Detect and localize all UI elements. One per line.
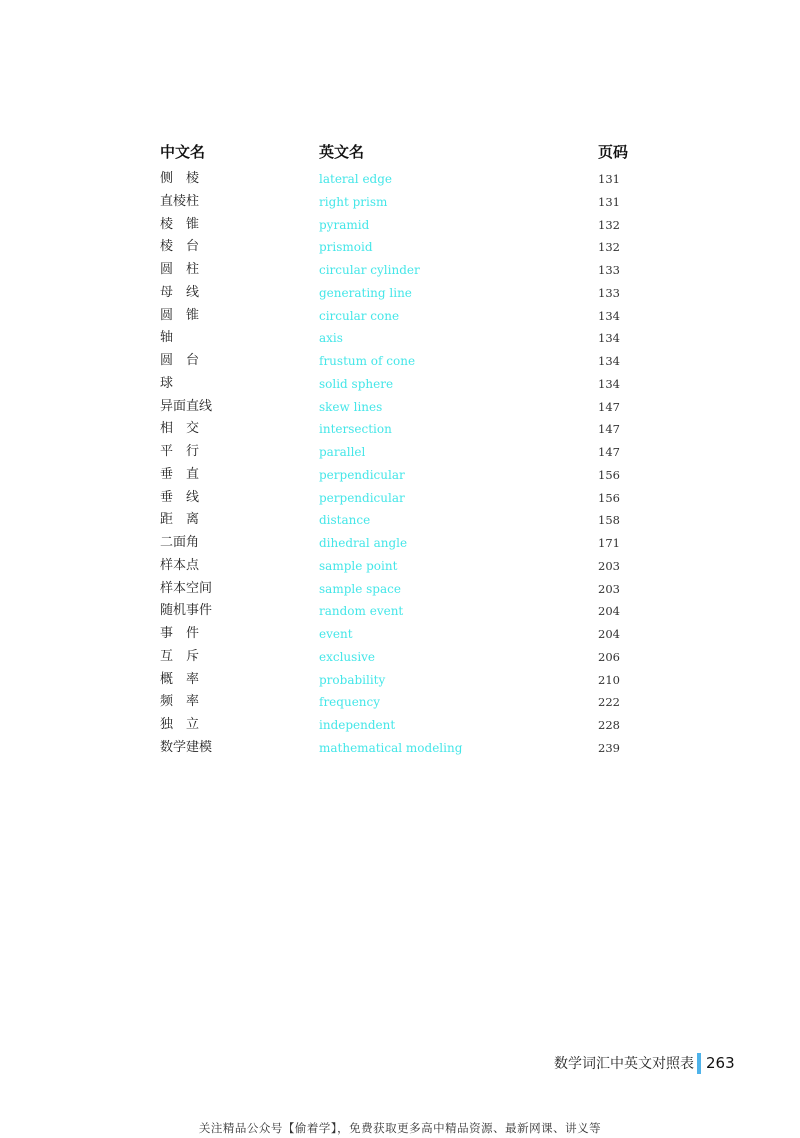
header-chinese-name: 中文名	[160, 143, 206, 161]
table-row	[160, 487, 640, 510]
chinese-term: 事 件	[160, 626, 200, 641]
table-row	[160, 578, 640, 601]
page-ref: 204	[598, 604, 620, 619]
chinese-term: 样本空间	[160, 580, 213, 596]
page-ref: 206	[598, 649, 620, 664]
page-ref: 156	[598, 490, 620, 505]
page-ref: 203	[598, 558, 620, 573]
table-row	[160, 669, 640, 692]
english-term: independent	[319, 718, 396, 732]
footer-title: 数学词汇中英文对照表	[554, 1056, 694, 1072]
english-term: perpendicular	[319, 467, 405, 482]
page-ref: 222	[598, 695, 620, 710]
page-ref: 134	[598, 331, 620, 346]
chinese-term: 圆 锥	[160, 307, 200, 323]
table-row	[160, 327, 640, 350]
english-term: right prism	[319, 194, 388, 209]
chinese-term: 母 线	[160, 284, 200, 300]
english-term: skew lines	[319, 399, 383, 414]
glossary-table	[160, 140, 640, 760]
english-term: distance	[319, 513, 371, 528]
chinese-term: 圆 台	[160, 353, 200, 368]
header-english-name: 英文名	[319, 143, 365, 161]
footer-accent-bar	[697, 1053, 701, 1074]
page-ref: 133	[598, 285, 620, 300]
table-row	[160, 191, 640, 214]
table-row	[160, 714, 640, 737]
chinese-term: 圆 柱	[160, 262, 200, 277]
english-term: generating line	[319, 285, 412, 300]
page-ref: 158	[598, 513, 620, 528]
page-ref: 133	[598, 263, 620, 277]
table-row	[160, 555, 640, 578]
table-row	[160, 168, 640, 191]
chinese-term: 相 交	[160, 421, 200, 437]
chinese-term: 棱 锥	[160, 216, 200, 232]
chinese-term: 概 率	[160, 671, 200, 687]
page-ref: 171	[598, 536, 620, 550]
table-row	[160, 259, 640, 282]
chinese-term: 球	[160, 375, 174, 391]
table-row	[160, 509, 640, 532]
table-row	[160, 236, 640, 259]
chinese-term: 棱 台	[160, 239, 200, 255]
english-term: sample point	[319, 558, 398, 573]
page-ref: 239	[598, 740, 620, 755]
page-ref: 228	[598, 718, 620, 732]
page-ref: 210	[598, 672, 620, 687]
english-term: random event	[319, 604, 404, 619]
table-row	[160, 350, 640, 373]
english-term: parallel	[319, 445, 366, 459]
english-term: event	[319, 627, 353, 641]
english-term: pyramid	[319, 217, 370, 232]
table-row	[160, 418, 640, 441]
table-row	[160, 373, 640, 396]
english-term: lateral edge	[319, 172, 393, 186]
chinese-term: 轴	[160, 330, 174, 346]
english-term: perpendicular	[319, 490, 405, 505]
english-term: frustum of cone	[319, 354, 416, 368]
page-ref: 131	[598, 172, 620, 186]
english-term: frequency	[319, 695, 381, 710]
table-row	[160, 646, 640, 669]
table-row	[160, 623, 640, 646]
page-ref: 156	[598, 467, 620, 482]
page-ref: 134	[598, 308, 620, 323]
chinese-term: 随机事件	[160, 603, 213, 619]
english-term: probability	[319, 672, 386, 687]
english-term: prismoid	[319, 240, 373, 255]
english-term: mathematical modeling	[319, 740, 463, 755]
footer-page-number: 263	[706, 1054, 735, 1072]
page-ref: 147	[598, 422, 620, 437]
page-ref: 132	[598, 217, 620, 232]
header-page-number: 页码	[598, 143, 629, 161]
glossary-rows	[160, 168, 640, 760]
table-row	[160, 464, 640, 487]
chinese-term: 异面直线	[160, 398, 213, 414]
chinese-term: 二面角	[160, 535, 200, 550]
table-row	[160, 532, 640, 555]
chinese-term: 距 离	[160, 512, 200, 528]
table-row	[160, 214, 640, 237]
english-term: exclusive	[319, 649, 376, 664]
page-ref: 147	[598, 399, 620, 414]
chinese-term: 垂 线	[160, 489, 200, 505]
page-ref: 131	[598, 194, 620, 209]
english-term: intersection	[319, 422, 392, 437]
chinese-term: 直棱柱	[160, 193, 200, 209]
chinese-term: 平 行	[160, 444, 200, 459]
english-term: axis	[319, 331, 343, 346]
chinese-term: 垂 直	[160, 466, 200, 482]
table-row	[160, 282, 640, 305]
chinese-term: 互 斥	[160, 648, 200, 664]
page-ref: 134	[598, 376, 620, 391]
chinese-term: 数学建模	[160, 739, 213, 755]
page-ref: 203	[598, 581, 620, 596]
chinese-term: 样本点	[160, 557, 200, 573]
glossary-header	[160, 140, 640, 168]
english-term: circular cone	[319, 308, 400, 323]
english-term: sample space	[319, 581, 401, 596]
english-term: circular cylinder	[319, 263, 420, 277]
table-row	[160, 737, 640, 760]
table-row	[160, 305, 640, 328]
english-term: solid sphere	[319, 376, 394, 391]
page-ref: 147	[598, 445, 620, 459]
table-row	[160, 691, 640, 714]
chinese-term: 频 率	[160, 694, 200, 710]
table-row	[160, 396, 640, 419]
chinese-term: 侧 棱	[160, 171, 200, 186]
table-row	[160, 441, 640, 464]
page-ref: 132	[598, 240, 620, 255]
english-term: dihedral angle	[319, 536, 408, 550]
table-row	[160, 600, 640, 623]
chinese-term: 独 立	[160, 717, 200, 732]
page-ref: 204	[598, 627, 620, 641]
page-ref: 134	[598, 354, 620, 368]
watermark-text: 关注精品公众号【偷着学】，免费获取更多高中精品资源、最新网课、讲义等	[198, 1121, 602, 1135]
